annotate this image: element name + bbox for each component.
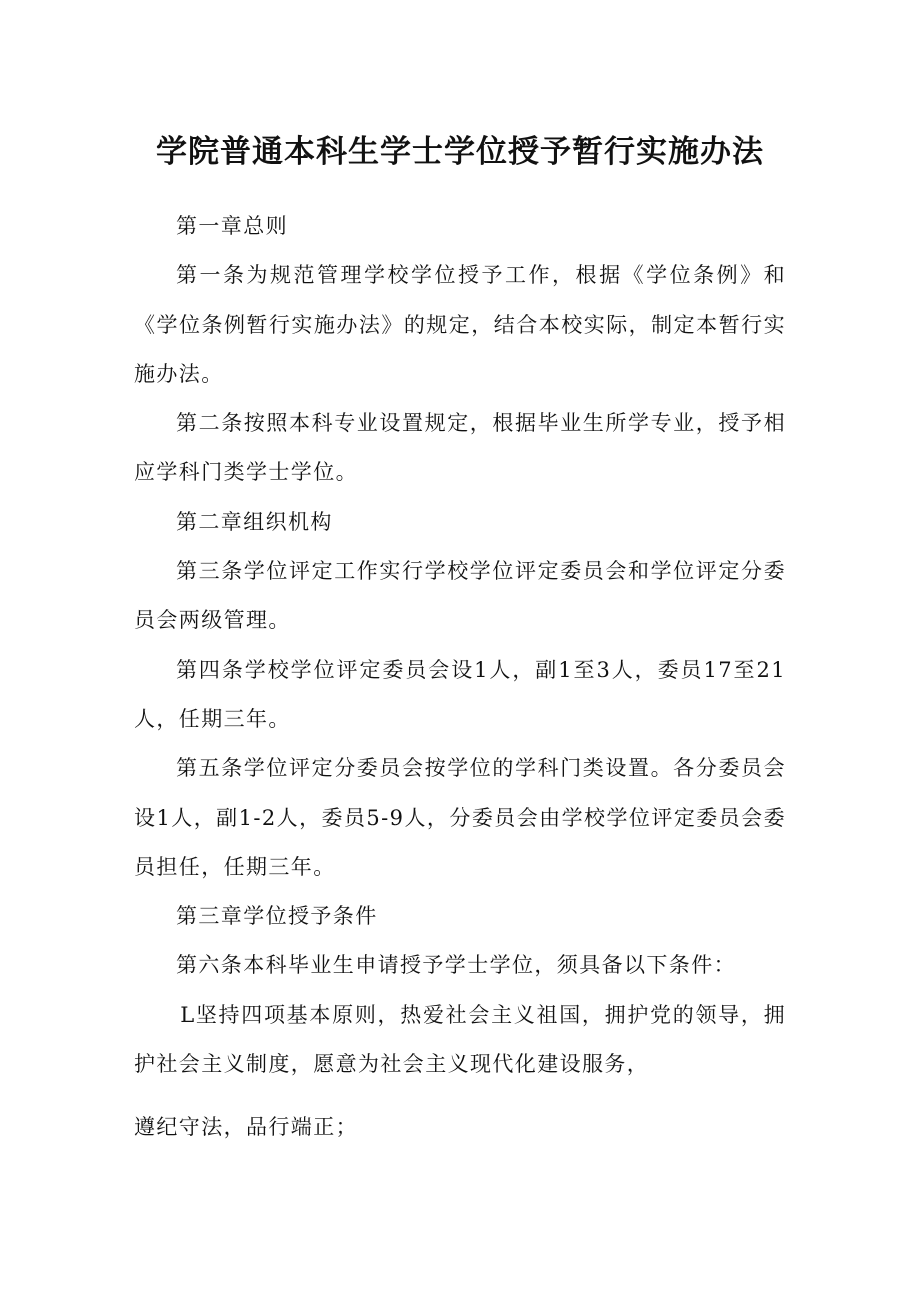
article-paragraph: 第五条学位评定分委员会按学位的学科门类设置。各分委员会设1人，副1-2人，委员5-9人，分委员会由学校学位评定委员会委员担任，任期三年。 — [134, 756, 786, 879]
chapter-heading: 第三章学位授予条件 — [176, 904, 378, 929]
condition-continuation: 遵纪守法，品行端正； — [134, 1115, 358, 1140]
article-paragraph: 第四条学校学位评定委员会设1人，副1至3人，委员17至21人，任期三年。 — [134, 657, 786, 731]
document-title: 学院普通本科生学士学位授予暂行实施办法 — [156, 134, 764, 170]
chapter-heading: 第二章组织机构 — [176, 509, 333, 534]
article-paragraph: 第六条本科毕业生申请授予学士学位，须具备以下条件： — [176, 953, 736, 978]
condition-item: L坚持四项基本原则，热爱社会主义祖国，拥护党的领导，拥护社会主义制度，愿意为社会主义现代化建设服务， — [134, 1002, 786, 1077]
article-paragraph: 第一条为规范管理学校学位授予工作，根据《学位条例》和《学位条例暂行实施办法》的规定，结合本校实际，制定本暂行实施办法。 — [134, 263, 786, 386]
document-body — [134, 202, 786, 1153]
article-paragraph: 第二条按照本科专业设置规定，根据毕业生所学专业，授予相应学科门类学士学位。 — [134, 411, 786, 485]
article-paragraph: 第三条学位评定工作实行学校学位评定委员会和学位评定分委员会两级管理。 — [134, 559, 786, 633]
chapter-heading: 第一章总则 — [176, 214, 288, 238]
